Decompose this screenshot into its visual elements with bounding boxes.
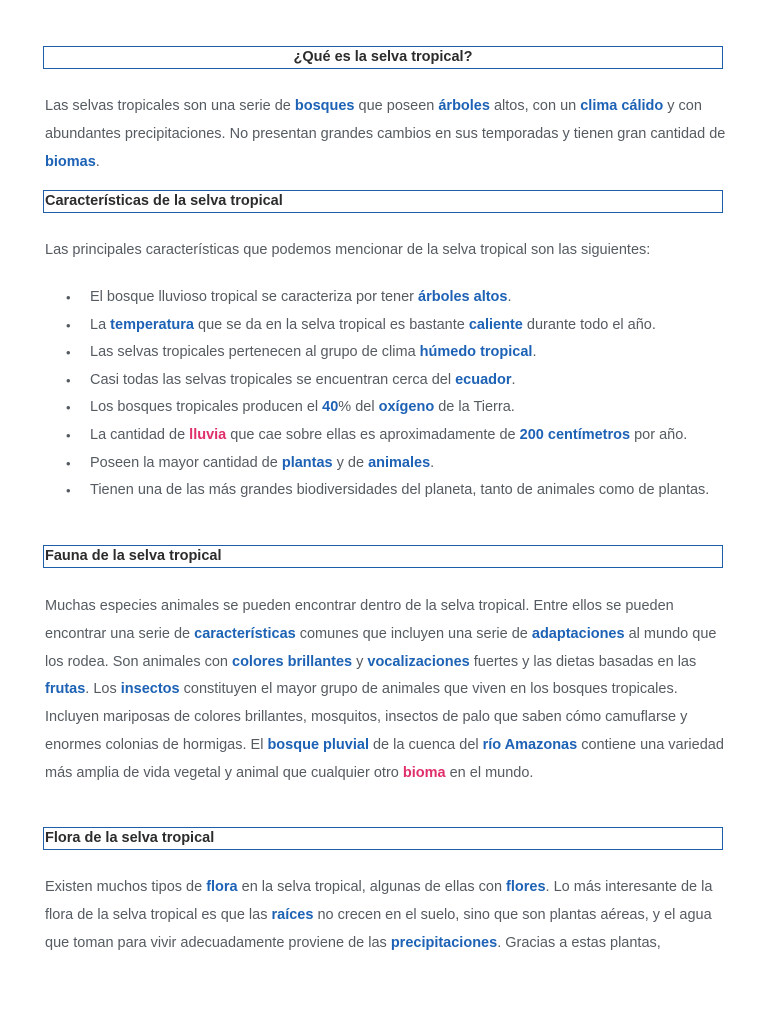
link-ecuador[interactable]: ecuador bbox=[455, 371, 512, 388]
text: que poseen bbox=[354, 98, 439, 114]
text: La cantidad de bbox=[90, 426, 190, 443]
bullet-icon: • bbox=[66, 400, 71, 416]
text: de la cuenca del bbox=[368, 736, 483, 753]
text: que se da en la selva tropical es bastante bbox=[193, 316, 469, 333]
heading-flora: Flora de la selva tropical bbox=[43, 827, 723, 850]
link-raices[interactable]: raíces bbox=[271, 906, 314, 923]
text: y de bbox=[332, 454, 369, 471]
link-200-centimetros[interactable]: 200 centímetros bbox=[519, 426, 631, 443]
link-flora[interactable]: flora bbox=[206, 879, 238, 895]
heading-caracteristicas: Características de la selva tropical bbox=[43, 190, 723, 213]
link-flores[interactable]: flores bbox=[506, 879, 546, 895]
text: por año. bbox=[630, 426, 688, 443]
text: contiene una variedad más amplia de vida vegetal y animal que cualquier otro bbox=[45, 736, 724, 781]
link-bosque-pluvial[interactable]: bosque pluvial bbox=[267, 736, 369, 753]
link-adaptaciones[interactable]: adaptaciones bbox=[531, 625, 625, 642]
link-humedo-tropical[interactable]: húmedo tropical bbox=[419, 344, 533, 361]
text: La bbox=[90, 316, 111, 333]
link-caliente[interactable]: caliente bbox=[468, 316, 523, 333]
bullet-icon: • bbox=[66, 372, 71, 388]
link-arboles[interactable]: árboles bbox=[438, 98, 490, 114]
list-item bbox=[45, 312, 725, 340]
bullet-icon: • bbox=[66, 290, 71, 305]
text: en la selva tropical, algunas de ellas con bbox=[237, 879, 507, 895]
bullet-icon: • bbox=[66, 317, 71, 333]
link-insectos[interactable]: insectos bbox=[120, 681, 180, 698]
fauna-paragraph bbox=[45, 593, 727, 788]
bullet-icon: • bbox=[66, 345, 71, 361]
text: . Lo más interesante de la flora de la selva tropical es que las bbox=[45, 879, 713, 923]
heading-que-es: ¿Qué es la selva tropical? bbox=[43, 46, 723, 69]
bullet-icon: • bbox=[66, 483, 71, 499]
text: . bbox=[507, 289, 512, 305]
text: y con abundantes precipitaciones. No presentan grandes cambios en sus temporadas y tienen gran cantidad de bbox=[45, 98, 726, 142]
text: % del bbox=[338, 399, 379, 416]
link-caracteristicas[interactable]: características bbox=[194, 625, 296, 642]
link-arboles-altos[interactable]: árboles altos bbox=[418, 289, 508, 305]
text: que cae sobre ellas es aproximadamente de bbox=[226, 426, 520, 443]
link-vocalizaciones[interactable]: vocalizaciones bbox=[367, 653, 470, 670]
text: altos, con un bbox=[489, 98, 581, 114]
list-item bbox=[45, 394, 725, 422]
text: constituyen el mayor grupo de animales que viven en los bosques tropicales. Incluyen mariposas de colores brillantes, mosquitos, insectos de palo que saben cómo camuflarse y enormes colonias de hormigas. El bbox=[45, 681, 688, 753]
link-animales[interactable]: animales bbox=[368, 454, 431, 471]
link-bosques[interactable]: bosques bbox=[294, 98, 355, 114]
link-frutas[interactable]: frutas bbox=[45, 681, 86, 698]
text: Los bosques tropicales producen el bbox=[90, 399, 323, 416]
text: comunes que incluyen una serie de bbox=[295, 625, 532, 642]
text: en el mundo. bbox=[445, 764, 534, 781]
text: Las selvas tropicales pertenecen al grupo de clima bbox=[90, 344, 420, 361]
text: Existen muchos tipos de bbox=[45, 879, 207, 895]
text: . Los bbox=[85, 681, 121, 698]
list-item bbox=[45, 477, 725, 505]
link-40[interactable]: 40 bbox=[322, 399, 339, 416]
text: El bosque lluvioso tropical se caracteriza por tener bbox=[90, 289, 419, 305]
heading-fauna: Fauna de la selva tropical bbox=[43, 545, 723, 568]
text: fuertes y las dietas basadas en las bbox=[469, 653, 697, 670]
link-oxigeno[interactable]: oxígeno bbox=[378, 399, 435, 416]
link-colores-brillantes[interactable]: colores brillantes bbox=[232, 653, 353, 670]
bullet-icon: • bbox=[66, 427, 71, 443]
text: . bbox=[430, 454, 435, 471]
text: Tienen una de las más grandes biodiversidades del planeta, tanto de animales como de plantas. bbox=[90, 482, 710, 499]
text: Poseen la mayor cantidad de bbox=[90, 454, 282, 471]
text: no crecen en el suelo, sino que son plantas aéreas, y el agua que toman para vivir adecuadamente proviene de las bbox=[45, 906, 712, 951]
text: Muchas especies animales se pueden encontrar dentro de la selva tropical. Entre ellos se pueden encontrar una serie de bbox=[45, 598, 674, 642]
text: . Gracias a estas plantas, bbox=[497, 934, 661, 951]
text: de la Tierra. bbox=[434, 399, 515, 416]
caracteristicas-intro: Las principales características que podemos mencionar de la selva tropical son las siguientes: bbox=[45, 242, 651, 258]
text: . bbox=[532, 344, 537, 361]
link-plantas[interactable]: plantas bbox=[281, 454, 333, 471]
link-temperatura[interactable]: temperatura bbox=[110, 316, 194, 333]
list-item bbox=[45, 450, 725, 478]
list-item bbox=[45, 284, 725, 312]
link-biomas[interactable]: biomas bbox=[45, 153, 96, 170]
link-bioma[interactable]: bioma bbox=[402, 764, 446, 781]
caracteristicas-list bbox=[45, 284, 725, 505]
link-precipitaciones[interactable]: precipitaciones bbox=[390, 934, 498, 951]
text: al mundo que los rodea. Son animales con bbox=[45, 625, 717, 670]
link-lluvia[interactable]: lluvia bbox=[189, 426, 227, 443]
list-item bbox=[45, 339, 725, 367]
list-item bbox=[45, 367, 725, 395]
link-rio-amazonas[interactable]: río Amazonas bbox=[482, 736, 578, 753]
text: durante todo el año. bbox=[522, 316, 656, 333]
link-clima-calido[interactable]: clima cálido bbox=[580, 98, 664, 114]
text: Las selvas tropicales son una serie de bbox=[45, 98, 295, 114]
text: . bbox=[511, 371, 516, 388]
text: y bbox=[352, 653, 368, 670]
flora-paragraph bbox=[45, 874, 727, 957]
text: . bbox=[95, 153, 100, 170]
bullet-icon: • bbox=[66, 455, 71, 471]
text: Casi todas las selvas tropicales se encuentran cerca del bbox=[90, 371, 456, 388]
list-item bbox=[45, 422, 725, 450]
intro-paragraph bbox=[45, 93, 727, 176]
